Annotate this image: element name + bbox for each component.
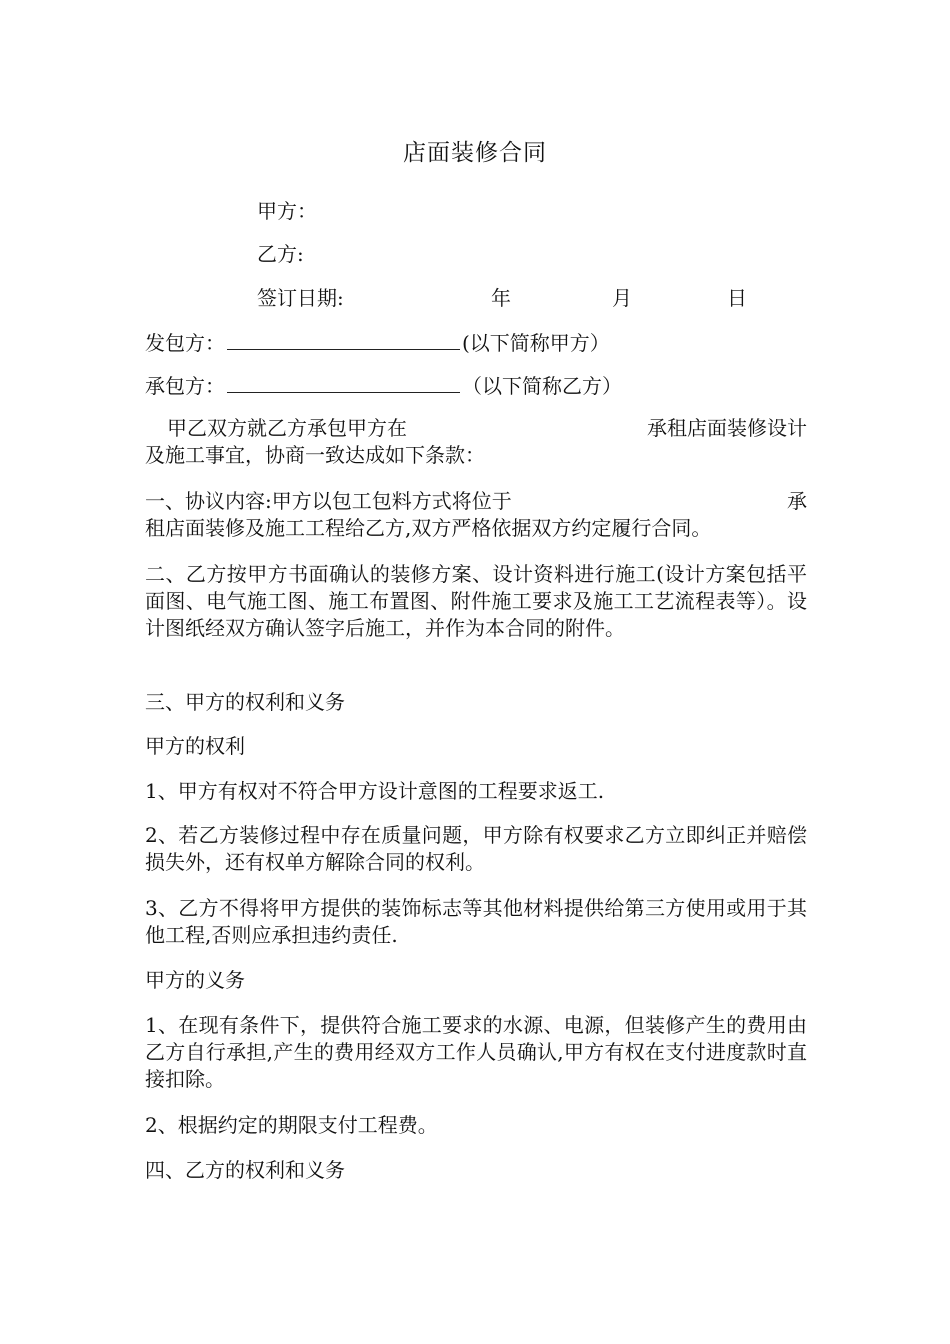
employer-suffix: (以下简称甲方） <box>462 331 610 355</box>
document-title: 店面装修合同 <box>403 140 547 166</box>
contractor-blank <box>227 374 460 393</box>
section-4-heading: 四、乙方的权利和义务 <box>145 1158 345 1182</box>
clause-1-right: 承 <box>787 489 807 513</box>
clause-1 <box>145 488 807 542</box>
employer-blank <box>227 331 460 350</box>
party-a-rights-heading: 甲方的权利 <box>145 734 245 758</box>
party-a-duties-heading: 甲方的义务 <box>145 968 245 992</box>
intro-paragraph <box>145 415 807 469</box>
contractor-label: 承包方： <box>145 374 225 398</box>
month-label: 月 <box>612 286 632 310</box>
year-label: 年 <box>491 286 511 310</box>
party-a-duty-1: 1、在现有条件下，提供符合施工要求的水源、电源，但装修产生的费用由乙方自行承担,产生的费用经双方工作人员确认,甲方有权在支付进度款时直接扣除。 <box>145 1013 807 1091</box>
sign-date-label: 签订日期: <box>257 286 344 310</box>
intro-line2: 及施工事宜，协商一致达成如下条款： <box>145 443 485 467</box>
contractor-line <box>145 370 622 399</box>
party-b-label: 乙方: <box>257 242 304 266</box>
party-a-duty-2: 2、根据约定的期限支付工程费。 <box>145 1113 438 1137</box>
intro-right: 承租店面装修设计 <box>647 416 807 440</box>
party-a-right-1: 1、甲方有权对不符合甲方设计意图的工程要求返工. <box>145 779 605 803</box>
contractor-suffix: （以下简称乙方） <box>462 374 622 398</box>
clause-2: 二、乙方按甲方书面确认的装修方案、设计资料进行施工(设计方案包括平面图、电气施工图、施工布置图、附件施工要求及施工工艺流程表等）。设计图纸经双方确认签字后施工，并作为本合同的附件。 <box>145 562 807 640</box>
party-a-right-2: 2、若乙方装修过程中存在质量问题，甲方除有权要求乙方立即纠正并赔偿损失外，还有权单方解除合同的权利。 <box>145 823 807 874</box>
section-3-heading: 三、甲方的权利和义务 <box>145 690 345 714</box>
employer-line <box>145 327 610 356</box>
day-label: 日 <box>727 286 747 310</box>
intro-left: 甲乙双方就乙方承包甲方在 <box>167 416 407 440</box>
employer-label: 发包方： <box>145 331 225 355</box>
clause-1-line2: 租店面装修及施工工程给乙方,双方严格依据双方约定履行合同。 <box>145 516 712 540</box>
party-a-label: 甲方： <box>257 199 317 223</box>
clause-1-left: 一、协议内容:甲方以包工包料方式将位于 <box>145 489 512 513</box>
party-a-right-3: 3、乙方不得将甲方提供的装饰标志等其他材料提供给第三方使用或用于其他工程,否则应承担违约责任. <box>145 896 807 947</box>
